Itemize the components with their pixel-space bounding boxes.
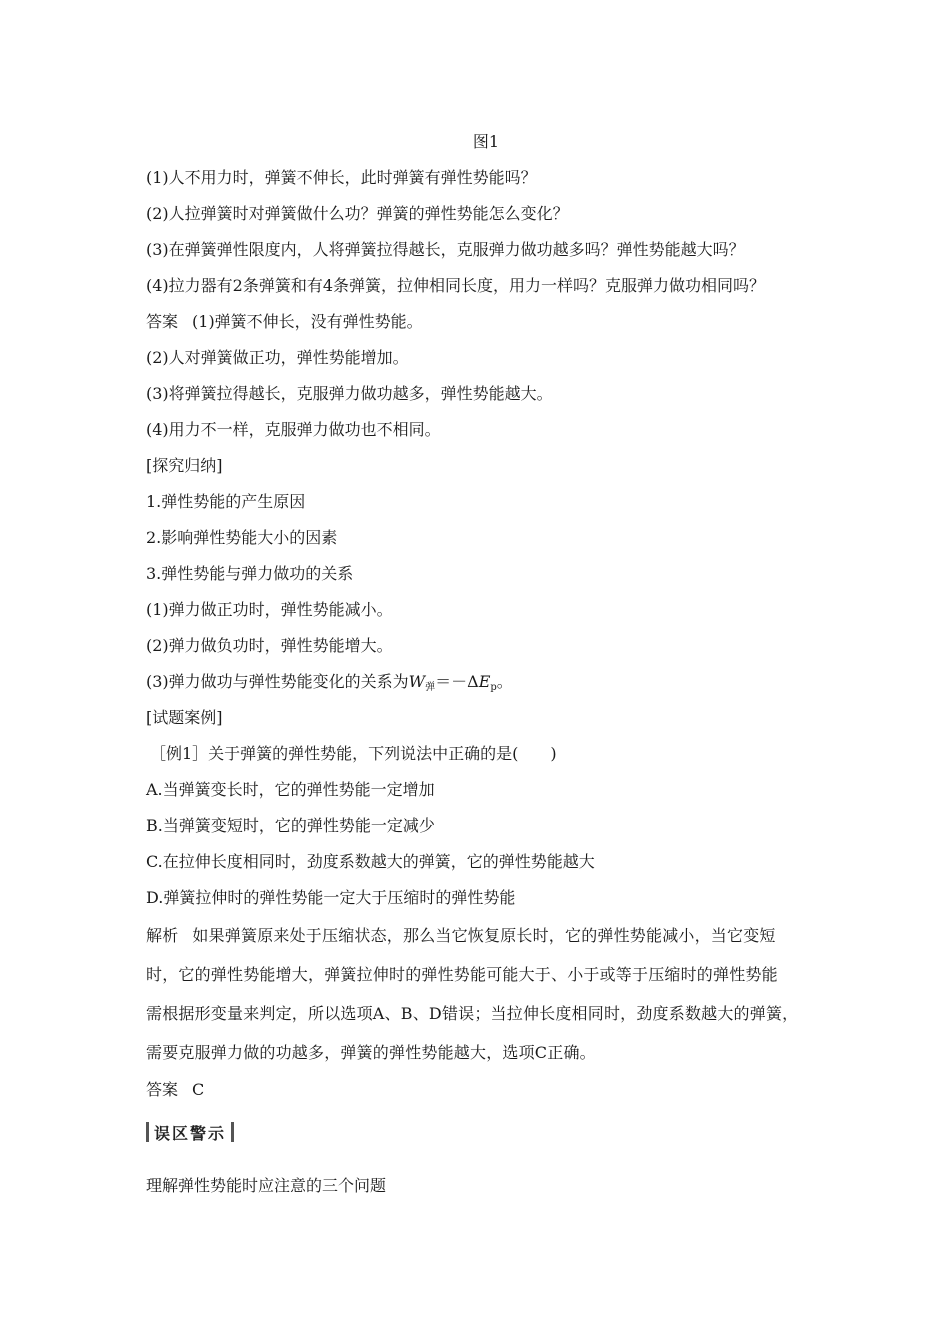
- question-2: (2)人拉弹簧时对弹簧做什么功？弹簧的弹性势能怎么变化？: [146, 204, 569, 223]
- answer-label: 答案: [146, 312, 179, 331]
- document-page: [146, 124, 826, 1204]
- analysis-line-4: 需要克服弹力做的功越多，弹簧的弹性势能越大，选项C正确。: [146, 1043, 596, 1062]
- figure-caption: 图1: [472, 132, 500, 151]
- summary-item-2: 2.影响弹性势能大小的因素: [146, 528, 338, 547]
- relation-eq: ＝－Δ: [435, 672, 479, 691]
- summary-item-3: 3.弹性势能与弹力做功的关系: [146, 564, 354, 583]
- option-c: C.在拉伸长度相同时，劲度系数越大的弹簧，它的弹性势能越大: [146, 852, 595, 871]
- closing-text: 理解弹性势能时应注意的三个问题: [146, 1176, 387, 1195]
- answer-line-3: (3)将弹簧拉得越长，克服弹力做功越多，弹性势能越大。: [146, 384, 553, 403]
- question-1: (1)人不用力时，弹簧不伸长，此时弹簧有弹性势能吗？: [146, 168, 537, 187]
- example-answer: [146, 1072, 826, 1108]
- example-answer-value: C: [192, 1080, 205, 1099]
- question-3: (3)在弹簧弹性限度内，人将弹簧拉得越长，克服弹力做功越多吗？弹性势能越大吗？: [146, 240, 745, 259]
- summary-heading: [探究归纳]: [146, 456, 223, 475]
- warning-label: 误区警示: [154, 1123, 227, 1143]
- relation-prefix: (3)弹力做功与弹性势能变化的关系为: [146, 672, 409, 691]
- example-heading: [试题案例]: [146, 708, 223, 727]
- analysis-label: 解析: [146, 926, 179, 945]
- example-question: ［例1］关于弹簧的弹性势能，下列说法中正确的是( ): [150, 744, 557, 763]
- relation-w-sub: 弹: [425, 682, 436, 693]
- question-4: (4)拉力器有2条弹簧和有4条弹簧，拉伸相同长度，用力一样吗？克服弹力做功相同吗？: [146, 276, 766, 295]
- answer-line-1: [146, 304, 826, 340]
- summary-item-1: 1.弹性势能的产生原因: [146, 492, 306, 511]
- relation-e: E: [478, 672, 491, 691]
- relation-e-sub: p: [490, 682, 497, 693]
- warning-banner: [146, 1114, 826, 1150]
- relation-end: 。: [496, 672, 513, 691]
- example-answer-label: 答案: [146, 1080, 179, 1099]
- answer-text-1: (1)弹簧不伸长，没有弹性势能。: [192, 312, 423, 331]
- option-d: D.弹簧拉伸时的弹性势能一定大于压缩时的弹性势能: [146, 888, 516, 907]
- analysis-line-3: 需根据形变量来判定，所以选项A、B、D错误；当拉伸长度相同时，劲度系数越大的弹簧，: [146, 1004, 799, 1023]
- relation-w: W: [408, 672, 426, 691]
- answer-line-4: (4)用力不一样，克服弹力做功也不相同。: [146, 420, 441, 439]
- summary-relation: [146, 664, 826, 700]
- option-b: B.当弹簧变短时，它的弹性势能一定减少: [146, 816, 435, 835]
- summary-item-4: (1)弹力做正功时，弹性势能减小。: [146, 600, 393, 619]
- answer-line-2: (2)人对弹簧做正功，弹性势能增加。: [146, 348, 409, 367]
- warning-right-bar: [231, 1122, 234, 1142]
- analysis-line-2: 时，它的弹性势能增大，弹簧拉伸时的弹性势能可能大于、小于或等于压缩时的弹性势能: [146, 965, 778, 984]
- analysis-line-1: [146, 916, 826, 955]
- analysis-text-1: 如果弹簧原来处于压缩状态，那么当它恢复原长时，它的弹性势能减小，当它变短: [192, 926, 776, 945]
- option-a: A.当弹簧变长时，它的弹性势能一定增加: [146, 780, 435, 799]
- summary-item-5: (2)弹力做负功时，弹性势能增大。: [146, 636, 393, 655]
